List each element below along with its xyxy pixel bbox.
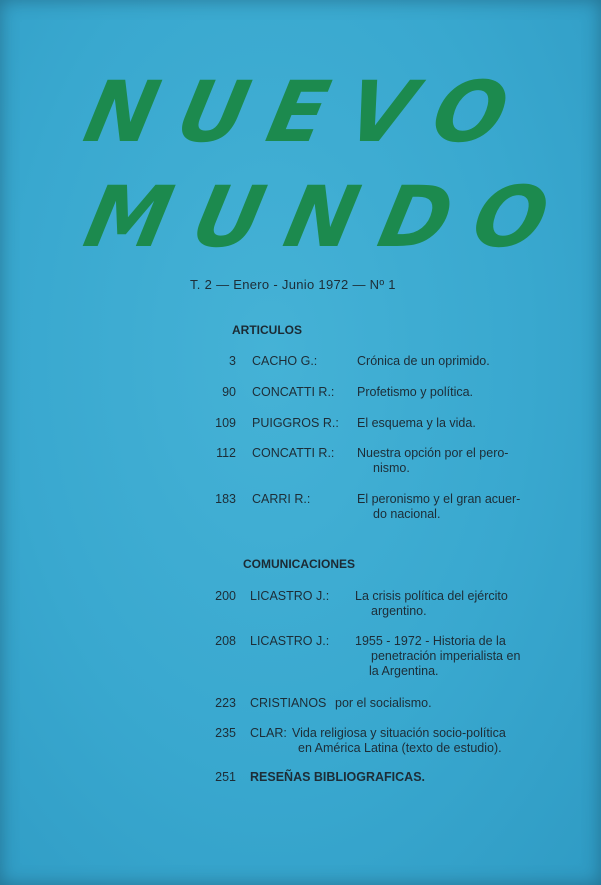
toc-title [357, 492, 520, 522]
journal-title-line2: MUNDO [76, 168, 581, 266]
toc-page-number: 183 [215, 492, 236, 506]
toc-title-line: do nacional. [373, 507, 441, 521]
toc-author: CACHO G.: [252, 354, 318, 368]
toc-title [292, 726, 506, 756]
toc-title-line: El esquema y la vida. [357, 416, 476, 430]
toc-page-number: 109 [215, 416, 236, 430]
toc-author: CRISTIANOS [250, 696, 327, 710]
toc-title [357, 416, 476, 431]
toc-author: CONCATTI R.: [252, 446, 335, 460]
toc-page-number: 208 [215, 634, 236, 648]
toc-author: CLAR: [250, 726, 287, 740]
toc-page-number: 235 [215, 726, 236, 740]
toc-title-line: por el socialismo. [335, 696, 432, 710]
issue-info: T. 2 — Enero - Junio 1972 — Nº 1 [190, 277, 396, 292]
toc-page-number: 223 [215, 696, 236, 710]
toc-title [357, 446, 508, 476]
toc-title-line: Nuestra opción por el pero- [357, 446, 509, 460]
toc-author: PUIGGROS R.: [252, 416, 339, 430]
toc-author: RESEÑAS BIBLIOGRAFICAS. [250, 770, 426, 784]
toc-title-line: 1955 - 1972 - Historia de la [355, 634, 506, 648]
toc-title-line: La crisis política del ejército [355, 589, 508, 603]
toc-title-line: Profetismo y política. [357, 385, 474, 399]
section-heading-comunicaciones: COMUNICACIONES [243, 557, 356, 571]
toc-page-number: 90 [222, 385, 236, 399]
toc-page-number: 112 [216, 446, 236, 460]
toc-title-line: la Argentina. [369, 664, 439, 678]
toc-author: LICASTRO J.: [250, 634, 330, 648]
toc-author: LICASTRO J.: [250, 589, 330, 603]
toc-title-line: argentino. [371, 604, 427, 618]
toc-title [355, 634, 520, 679]
toc-title [357, 354, 490, 369]
toc-title-line: en América Latina (texto de estudio). [298, 741, 502, 755]
toc-title-line: El peronismo y el gran acuer- [357, 492, 521, 506]
toc-title [357, 385, 473, 400]
toc-title-line: Crónica de un oprimido. [357, 354, 490, 368]
toc-title-line: nismo. [373, 461, 410, 475]
section-heading-articulos: ARTICULOS [232, 323, 302, 337]
journal-title-line1: NUEVO [76, 63, 539, 161]
toc-author: CONCATTI R.: [252, 385, 335, 399]
toc-page-number: 200 [215, 589, 236, 603]
toc-title [335, 696, 432, 711]
toc-author: CARRI R.: [252, 492, 311, 506]
toc-title [355, 589, 508, 619]
toc-page-number: 3 [229, 354, 236, 368]
toc-title-line: penetración imperialista en [371, 649, 521, 663]
toc-title-line: Vida religiosa y situación socio-política [292, 726, 506, 740]
toc-page-number: 251 [215, 770, 236, 784]
